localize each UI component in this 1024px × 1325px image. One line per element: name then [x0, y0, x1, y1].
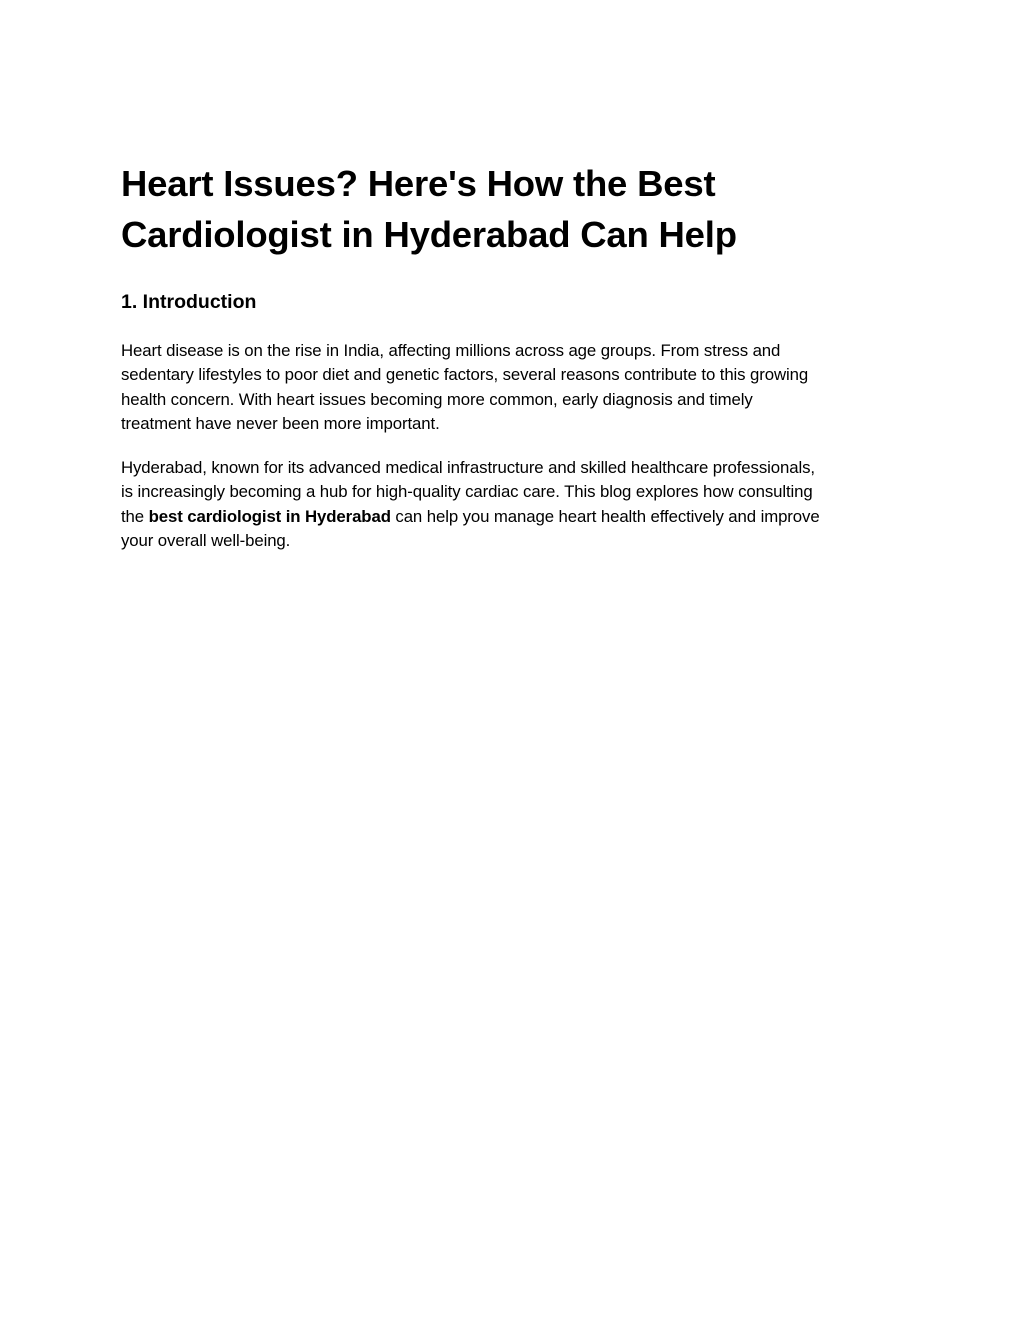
section-heading-introduction: 1. Introduction — [121, 291, 257, 313]
paragraph-text: can help you manage heart health effectively and improve — [390, 506, 820, 526]
paragraph-text: the — [121, 506, 149, 526]
paragraph-line: sedentary lifestyles to poor diet and genetic factors, several reasons contribute to this growing — [121, 365, 809, 385]
intro-paragraph-1 — [121, 339, 911, 436]
title-line: Cardiologist in Hyderabad Can Help — [121, 214, 737, 255]
intro-paragraph-2 — [121, 456, 911, 553]
paragraph-line: your overall well-being. — [121, 531, 291, 551]
bold-keyword: best cardiologist in Hyderabad — [148, 506, 391, 526]
paragraph-line — [121, 505, 911, 529]
title-line: Heart Issues? Here's How the Best — [121, 163, 716, 204]
paragraph-line: health concern. With heart issues becoming more common, early diagnosis and timely — [121, 389, 753, 409]
paragraph-line: treatment have never been more important. — [121, 413, 440, 433]
document-page — [121, 158, 911, 553]
paragraph-line: Hyderabad, known for its advanced medical infrastructure and skilled healthcare professionals, — [121, 458, 815, 478]
paragraph-line: Heart disease is on the rise in India, affecting millions across age groups. From stress and — [121, 341, 781, 360]
document-title — [121, 158, 911, 260]
paragraph-line: is increasingly becoming a hub for high-quality cardiac care. This blog explores how consulting — [121, 482, 813, 502]
